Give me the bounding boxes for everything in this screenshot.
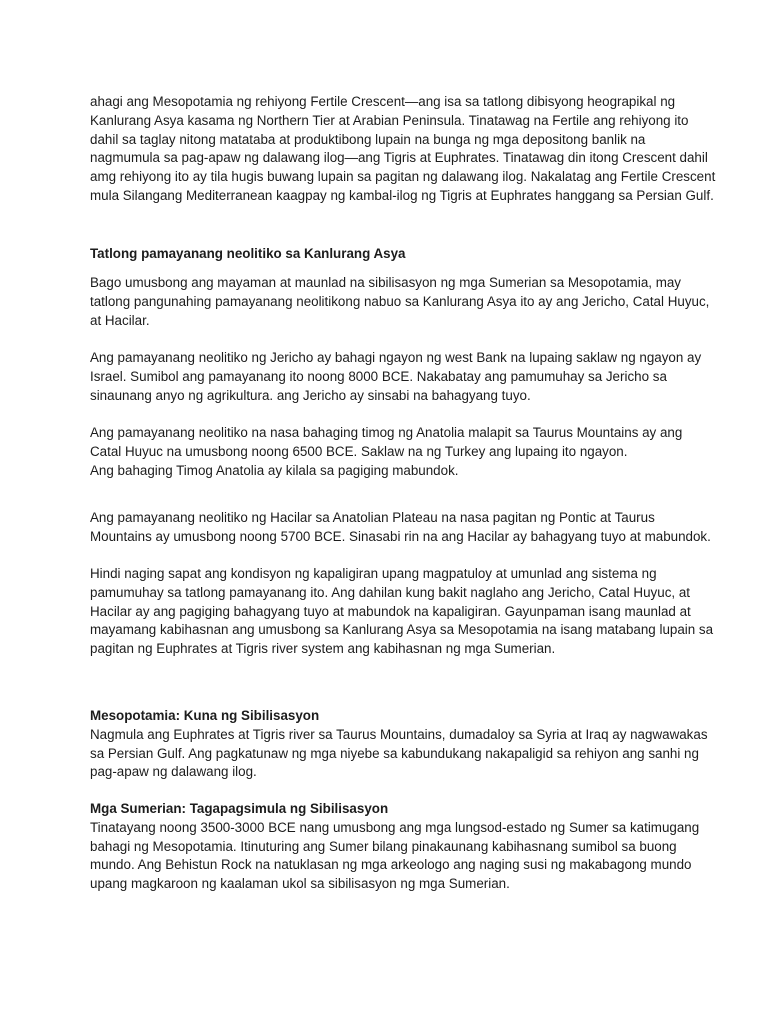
neolithic-intro-paragraph bbox=[90, 274, 709, 330]
hacilar-paragraph bbox=[90, 509, 711, 547]
sumerian-section bbox=[90, 800, 699, 894]
heading-text: Tatlong pamayanang neolitiko sa Kanlurang Asya bbox=[90, 246, 406, 261]
intro-line: ahagi ang Mesopotamia ng rehiyong Fertile Crescent—ang isa sa tatlong dibisyong heograpikal ng bbox=[90, 94, 676, 109]
paragraph-line: Mountains ay umusbong noong 5700 BCE. Sinasabi rin na ang Hacilar ay bahagyang tuyo at mabundok. bbox=[90, 528, 711, 544]
section-heading-sumerian: Mga Sumerian: Tagapagsimula ng Sibilisasyon bbox=[90, 801, 389, 816]
mesopotamia-section bbox=[90, 707, 708, 782]
paragraph-line: bahagi ng Mesopotamia. Itinuturing ang Sumer bilang pinakaunang kabihasnang sumibol sa buong bbox=[90, 838, 677, 854]
paragraph-line: Bago umusbong ang mayaman at maunlad na sibilisasyon ng mga Sumerian sa Mesopotamia, may bbox=[90, 275, 681, 290]
paragraph-line: mundo. Ang Behistun Rock na natuklasan ng mga arkeologo ang naging susi ng makabagong mundo bbox=[90, 857, 692, 873]
section-heading-neolithic bbox=[90, 245, 406, 264]
paragraph-line: pagitan ng Euphrates at Tigris river system ang kabihasnan ng mga Sumerian. bbox=[90, 641, 556, 657]
intro-line: dahil sa taglay nitong matataba at produktibong lupain na bunga ng mga depositong banlik na bbox=[90, 131, 646, 147]
paragraph-line: Tinatayang noong 3500-3000 BCE nang umusbong ang mga lungsod-estado ng Sumer sa katimugang bbox=[90, 819, 700, 835]
intro-paragraph bbox=[90, 93, 715, 206]
paragraph-line: Ang bahaging Timog Anatolia ay kilala sa pagiging mabundok. bbox=[90, 462, 459, 478]
paragraph-line: upang magkaroon ng kaalaman ukol sa sibilisasyon ng mga Sumerian. bbox=[90, 876, 510, 892]
intro-line: amg rehiyong ito ay tila hugis buwang lupain sa pagitan ng dalawang ilog. Nakalatag ang Fertile Crescent bbox=[90, 169, 716, 185]
section-heading-mesopotamia: Mesopotamia: Kuna ng Sibilisasyon bbox=[90, 708, 320, 723]
paragraph-line: sa Persian Gulf. Ang pagkatunaw ng mga niyebe sa kabundukang nakapaligid sa rehiyon ang sanhi ng bbox=[90, 745, 699, 761]
intro-line: nagmumula sa pag-apaw ng dalawang ilog—ang Tigris at Euphrates. Tinatawag din itong Crescent dahil bbox=[90, 150, 708, 166]
paragraph-line: at Hacilar. bbox=[90, 312, 150, 328]
paragraph-line: pamumuhay sa tatlong pamayanang ito. Ang dahilan kung bakit naglaho ang Jericho, Catal Huyuc, at bbox=[90, 584, 690, 600]
paragraph-line: Hacilar ay ang pagiging bahagyang tuyo at mabundok na kapaligiran. Gayunpaman isang maunlad at bbox=[90, 603, 691, 619]
intro-line: mula Silangang Mediterranean kaagpay ng kambal-ilog ng Tigris at Euphrates hanggang sa Persian Gulf. bbox=[90, 187, 714, 203]
paragraph-line: tatlong pangunahing pamayanang neolitikong nabuo sa Kanlurang Asya ito ay ang Jericho, Catal Huyuc, bbox=[90, 293, 710, 309]
paragraph-line: Israel. Sumibol ang pamayanang ito noong 8000 BCE. Nakabatay ang pamumuhay sa Jericho sa bbox=[90, 368, 667, 384]
paragraph-line: Nagmula ang Euphrates at Tigris river sa Taurus Mountains, dumadaloy sa Syria at Iraq ay nagwawakas bbox=[90, 726, 708, 742]
paragraph-line: Ang pamayanang neolitiko na nasa bahaging timog ng Anatolia malapit sa Taurus Mountains ay ang bbox=[90, 425, 683, 440]
paragraph-line: Ang pamayanang neolitiko ng Hacilar sa Anatolian Plateau na nasa pagitan ng Pontic at Taurus bbox=[90, 510, 655, 525]
catal-huyuc-paragraph bbox=[90, 424, 682, 480]
jericho-paragraph bbox=[90, 349, 701, 405]
paragraph-line: Hindi naging sapat ang kondisyon ng kapaligiran upang magpatuloy at umunlad ang sistema ng bbox=[90, 566, 657, 581]
decline-paragraph bbox=[90, 565, 713, 659]
paragraph-line: mayamang kabihasnan ang umusbong sa Kanlurang Asya sa Mesopotamia na isang matabang lupain sa bbox=[90, 622, 714, 638]
paragraph-line: Catal Huyuc na umusbong noong 6500 BCE. Saklaw na ng Turkey ang lupaing ito ngayon. bbox=[90, 443, 628, 459]
paragraph-line: sinaunang anyo ng agrikultura. ang Jericho ay sinsabi na bahagyang tuyo. bbox=[90, 387, 531, 403]
paragraph-line: pag-apaw ng dalawang ilog. bbox=[90, 764, 257, 780]
paragraph-line: Ang pamayanang neolitiko ng Jericho ay bahagi ngayon ng west Bank na lupaing saklaw ng ngayon ay bbox=[90, 350, 702, 365]
intro-line: Kanlurang Asya kasama ng Northern Tier at Arabian Peninsula. Tinatawag na Fertile ang rehiyong ito bbox=[90, 112, 689, 128]
